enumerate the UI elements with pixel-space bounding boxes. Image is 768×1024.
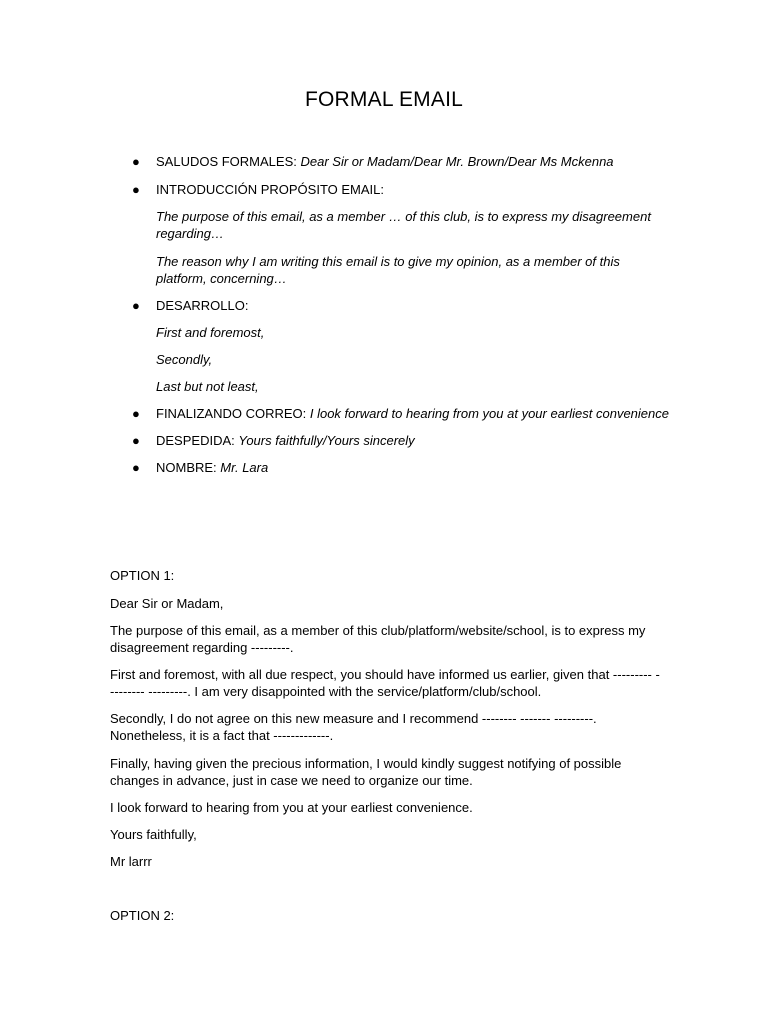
list-item-desarrollo bbox=[156, 297, 676, 314]
bullet-icon: ● bbox=[132, 298, 140, 313]
example-sentence: Secondly, bbox=[156, 352, 213, 367]
list-item-saludos bbox=[156, 153, 676, 170]
email-signature: Mr larrr bbox=[110, 854, 152, 869]
bullet-icon: ● bbox=[132, 433, 140, 448]
item-label: SALUDOS FORMALES: bbox=[156, 154, 301, 169]
option1-heading: OPTION 1: bbox=[110, 568, 175, 583]
list-item-nombre bbox=[156, 459, 676, 476]
list-item-introduccion bbox=[156, 181, 676, 198]
item-text: Mr. Lara bbox=[220, 460, 269, 475]
item-text: Dear Sir or Madam/Dear Mr. Brown/Dear Ms Mckenna bbox=[300, 154, 614, 169]
item-label: INTRODUCCIÓN PROPÓSITO EMAIL: bbox=[156, 182, 385, 197]
email-paragraph: Finally, having given the precious information, I would kindly suggest notifying of possible changes in advance, just in case we need to organize our time. bbox=[110, 756, 622, 788]
item-label: DESARROLLO: bbox=[156, 298, 249, 313]
example-sentence: First and foremost, bbox=[156, 325, 265, 340]
item-label: DESPEDIDA: bbox=[156, 433, 239, 448]
email-paragraph: The purpose of this email, as a member of this club/platform/website/school, is to express my disagreement regarding ---------. bbox=[110, 623, 646, 655]
document-title: FORMAL EMAIL bbox=[305, 88, 463, 111]
item-text: I look forward to hearing from you at your earliest convenience bbox=[309, 406, 669, 421]
item-text: Yours faithfully/Yours sincerely bbox=[238, 433, 415, 448]
bullet-icon: ● bbox=[132, 182, 140, 197]
list-item-finalizando bbox=[156, 405, 676, 422]
email-paragraph: I look forward to hearing from you at your earliest convenience. bbox=[110, 800, 473, 815]
bullet-icon: ● bbox=[132, 406, 140, 421]
example-sentence: The reason why I am writing this email is to give my opinion, as a member of this platform, concerning… bbox=[156, 254, 620, 286]
bullet-icon: ● bbox=[132, 154, 140, 169]
item-label: NOMBRE: bbox=[156, 460, 221, 475]
example-sentence: The purpose of this email, as a member … of this club, is to express my disagreement regarding… bbox=[156, 209, 651, 241]
email-paragraph: Dear Sir or Madam, bbox=[110, 596, 224, 611]
item-label: FINALIZANDO CORREO: bbox=[156, 406, 310, 421]
list-item-despedida bbox=[156, 432, 676, 449]
option2-heading: OPTION 2: bbox=[110, 908, 175, 923]
example-sentence: Last but not least, bbox=[156, 379, 259, 394]
bullet-icon: ● bbox=[132, 460, 140, 475]
email-paragraph: Yours faithfully, bbox=[110, 827, 197, 842]
email-paragraph: First and foremost, with all due respect, you should have informed us earlier, given that --------- --------- ---------. I am very disappointed with the service/platform/club/school. bbox=[110, 667, 660, 699]
email-paragraph: Secondly, I do not agree on this new measure and I recommend -------- ------- ---------. Nonetheless, it is a fact that -------------. bbox=[110, 711, 597, 743]
